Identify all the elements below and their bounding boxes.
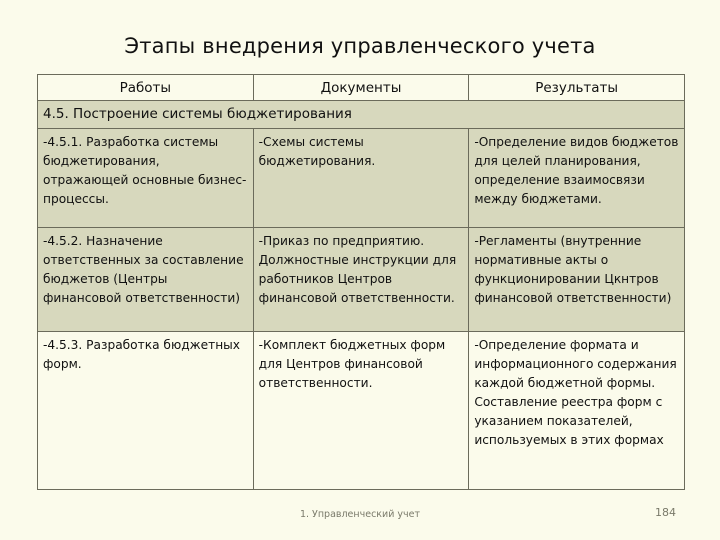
documents-cell: -Приказ по предприятию. Должностные инструкции для работников Центров финансовой ответственности. (253, 228, 469, 332)
section-row (38, 101, 685, 129)
results-cell: -Регламенты (внутренние нормативные акты о функционировании Цкнтров финансовой ответственности) (469, 228, 685, 332)
table-row (38, 228, 685, 332)
results-cell: -Определение видов бюджетов для целей планирования, определение взаимосвязи между бюджетами. (469, 129, 685, 228)
work-cell: -4.5.3. Разработка бюджетных форм. (38, 332, 254, 490)
stages-table (37, 74, 685, 490)
header-results: Результаты (469, 75, 685, 101)
page-title: Этапы внедрения управленческого учета (124, 34, 596, 58)
documents-cell: -Комплект бюджетных форм для Центров финансовой ответственности. (253, 332, 469, 490)
table-row (38, 332, 685, 490)
results-cell: -Определение формата и информационного содержания каждой бюджетной формы. Составление реестра форм с указанием показателей, используемых в этих формах (469, 332, 685, 490)
table-header-row (38, 75, 685, 101)
header-documents: Документы (253, 75, 469, 101)
header-works: Работы (38, 75, 254, 101)
page-number: 184 (655, 506, 676, 519)
work-cell: -4.5.2. Назначение ответственных за составление бюджетов (Центры финансовой ответственности) (38, 228, 254, 332)
work-cell: -4.5.1. Разработка системы бюджетирования, отражающей основные бизнес-процессы. (38, 129, 254, 228)
documents-cell: -Схемы системы бюджетирования. (253, 129, 469, 228)
footer-text: 1. Управленческий учет (299, 509, 421, 520)
section-title: 4.5. Построение системы бюджетирования (38, 101, 685, 129)
table-row (38, 129, 685, 228)
